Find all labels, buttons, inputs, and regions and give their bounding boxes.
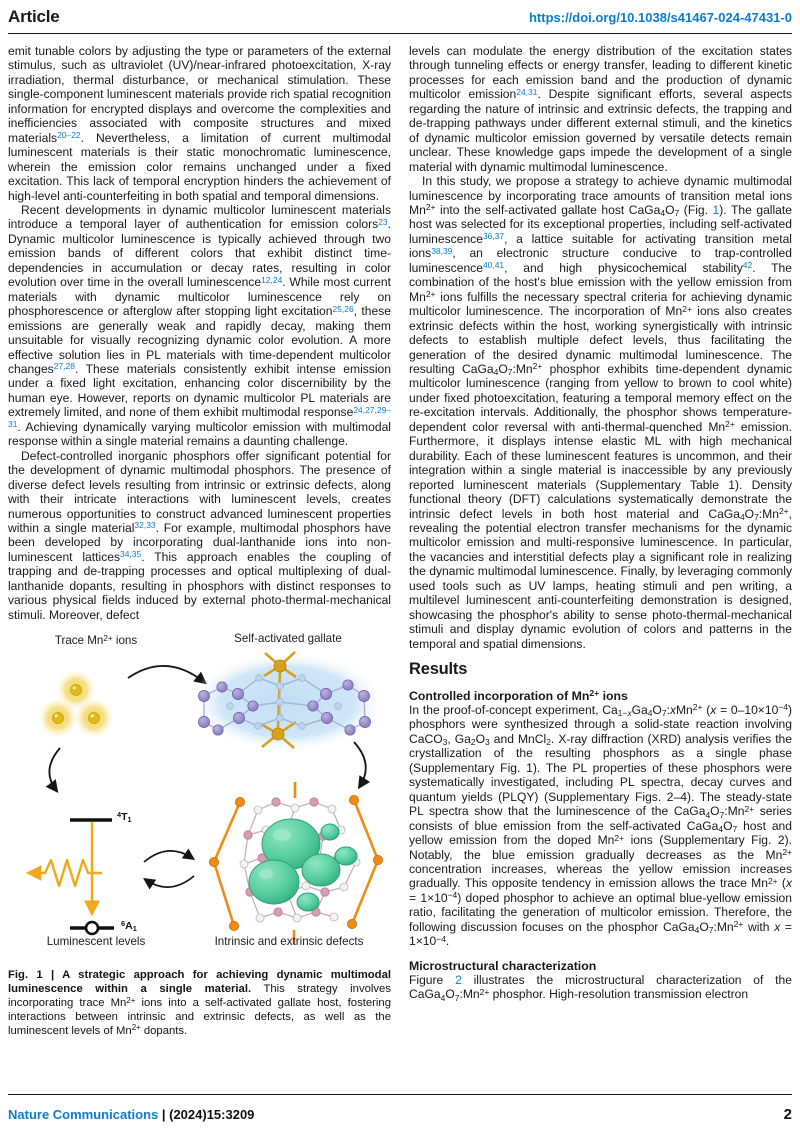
two-column-body: [8, 44, 792, 1039]
figure-label-gallate: Self-activated gallate: [234, 632, 342, 646]
figure-1-caption: Fig. 1 | A strategic approach for achieving dynamic multimodal luminescence within a single material. This strategy involves incorporating trace $Mn^{2+}$ ions into a self-activated gallate host, fostering interactions between intrinsic and extrinsic defects, as well as the luminescent levels of $Mn^{2+}$ dopants.: [8, 969, 391, 1037]
curved-arrow-down-left-icon: [49, 748, 60, 790]
figure-1-image: [8, 630, 391, 962]
self-activated-gallate-molecule: [191, 652, 385, 752]
defect-lattice-molecule: [209, 782, 382, 944]
page-number: 2: [783, 1106, 792, 1123]
figure-1: [8, 630, 391, 1039]
doi-link[interactable]: https://doi.org/10.1038/s41467-024-47431-0: [528, 10, 792, 25]
figure-label-defects: Intrinsic and extrinsic defects: [214, 935, 364, 949]
subheading-microstructural: Microstructural characterization: [409, 958, 597, 973]
citation-text: | (2024)15:3209: [161, 1107, 255, 1122]
journal-name: Nature Communications: [8, 1107, 159, 1122]
paragraph: In this study, we propose a strategy to achieve dynamic multimodal luminescence by incorporating trace amounts of transition metal ions $Mn^{2+}$ into the self-activated gallate host $CaGa_4O_7$ (Fig. 1). The gallate host was selected for its exceptional properties, including self-activated luminescence$^{36,37}$, a lattice suitable for activating transition metal ions$^{38,39}$, an electronic structure conducive to trap-controlled luminescence$^{40,41}$, and high physicochemical stability$^{42}$. The combination of the host's blue emission with the yellow emission from $Mn^{2+}$ ions fulfills the necessary spectral criteria for achieving dynamic multicolor luminescence. The incorporation of $Mn^{2+}$ ions also creates extrinsic defects within the host, working synergistically with intrinsic defects to establish multiple defect levels, thus facilitating the generation of the desired dynamic multimodal luminescence. The resulting $CaGa_4O_7:Mn^{2+}$ phosphor exhibits time-dependent dynamic multicolor luminescence (ranging from yellow to brown to cool white) under fixed photoexcitation, featuring a temporal memory effect on the re-excitation intervals. Additionally, the phosphor shows temperature-dependent color reversal with anti-thermal-quenched $Mn^{2+}$ emission. Furthermore, it displays intense elastic ML with high mechanical durability. Each of these luminescent features is uncommon, and their integration within a single material is inaccessible by any previously reported luminescent materials (Supplementary Table 1). Density functional theory (DFT) calculations systematically demonstrate the intrinsic defect levels in both host material and $CaGa_4O_7:Mn^{2+}$, revealing the potential electron transfer mechanisms for the dynamic multicolor emission and multi-responsive luminescence. In particular, the vacancies and interstitial defects play a significant role in realizing the dynamic multimodal luminescence. Finally, by leveraging commonly used tools such as UV lamps, heating stimuli and pen writing, a multilevel luminescent anti-counterfeiting demonstration is designed, showcasing the phosphor's ability to sense photo-thermal-mechanical stimuli and display dynamic evolution of colors and patterns in the temporal and spatial dimensions.: [409, 174, 792, 651]
figure-label-4t1: $^4T_1$: [117, 810, 132, 825]
page-header: [8, 7, 792, 27]
page-footer: [8, 1094, 792, 1123]
paragraph: Recent developments in dynamic multicolor luminescent materials introduce a temporal layer of authentication for emission colors$^{23}$. Dynamic multicolor luminescence is typically achieved through two emission bands of different colors that exhibit distinct time-dependencies in accumulation or decay rates, resulting in color evolution over time in the overall luminescence$^{12,24}$. While most current materials with dynamic multicolor luminescence rely on phosphorescence or afterglow after stopping light excitation$^{25,26}$, these emissions are generally weak and rapidly decay, making them unsuitable for visually recognizing dynamic color evolution. A more effective solution lies in PL materials with time-dependent multicolor changes$^{27,28}$. These materials consistently exhibit intense emission under a fixed light excitation, enhancing color discernibility by the human eye. However, reports on dynamic multicolor PL materials are extremely limited, and none of them exhibit multimodal response$^{24,27,29-31}$. Achieving dynamically varying multicolor emission with multimodal response within a single material remains a daunting challenge.: [8, 202, 391, 449]
header-divider: [8, 33, 792, 34]
figure-label-luminescent-levels: Luminescent levels: [46, 935, 146, 949]
article-type-label: Article: [8, 7, 60, 26]
paragraph: levels can modulate the energy distribution of the excitation states through tunneling effects or energy transfer, leading to different kinetic processes for each emission band and the production of dynamic multicolor emission$^{24,31}$. Despite significant efforts, several aspects regarding the nature of intrinsic and extrinsic defects, the trapping and de-trapping pathways under different external stimuli, and the kinetics of dynamic multicolor emission governed by versatile detects remain unclear. These knowledge gaps impede the development of a single material with dynamic multimodal luminescence.: [409, 44, 792, 174]
left-column: [8, 44, 391, 1039]
curved-arrow-down-right-icon: [354, 742, 366, 786]
paragraph: Figure 2 illustrates the microstructural characterization of the $CaGa_4O_7:Mn^{2+}$ phosphor. High-resolution transmission electron: [409, 972, 792, 1003]
subheading-controlled-incorporation: Controlled incorporation of $Mn^{2+}$ ions: [409, 688, 628, 704]
figure-label-6a1: $^6A_1$: [121, 919, 137, 934]
trace-mn-ions-cluster: [38, 670, 114, 738]
journal-citation: [8, 1107, 254, 1122]
energy-level-diagram: [32, 820, 114, 934]
figure-1-canvas: [8, 630, 391, 962]
paragraph: Defect-controlled inorganic phosphors offer significant potential for the development of dynamic multimodal phosphors. The presence of diverse defect levels resulting from intrinsic or extrinsic defects, along with their intricate interactions with luminescent levels, creates numerous opportunities to construct advanced luminescent properties within a single material$^{32,33}$. For example, multimodal phosphors have been developed by incorporating dual-lanthanide ions into non-luminescent lattices$^{34,35}$. This approach enables the coupling of trapping and de-trapping processes and optical multiplexing of dual-lanthanide dopants, resulting in phosphors with distinct responses to various physical fields induced by external photo-thermal-mechanical stimuli. Moreover, defect: [8, 448, 392, 622]
results-heading: Results: [409, 660, 468, 679]
curved-arrow-right-icon: [128, 666, 204, 682]
figure-label-trace-ions: Trace $Mn^{2+}$ ions: [54, 633, 138, 648]
paragraph: emit tunable colors by adjusting the type or parameters of the external stimulus, such as ultraviolet (UV)/near-infrared photoexcitation, X-ray irradiation, thermal disturbance, or mechanical stimulation. These single-component luminescent materials provide rich spatial recognition information for encrypted displays and overcome the complexities and inefficiencies associated with composite structures and mixed materials$^{20-22}$. Nevertheless, a limitation of current multimodal luminescent materials is their static monochromatic luminescence, wherein the emission color remains unchanged under a fixed excitation. This lack of temporal encryption hinders the achievement of high-level anti-counterfeiting in both spatial and temporal dimensions.: [8, 44, 391, 203]
right-column: [409, 44, 792, 1039]
paragraph: In the proof-of-concept experiment, $Ca_{1-x}Ga_4O_7:xMn^{2+}$ $(x = 0-10\times 10^{-4})$ phosphors were synthesized through a solid-state reaction involving CaCO$_3$, $Ga_2O_3$ and MnCl$_2$. X-ray diffraction (XRD) analysis verifies the crystallization of the resulting phosphors as a single phase (Supplementary Fig. 1). The PL properties of these phosphors were systematically investigated, including PL spectra, decay curves and quantum yields (PLQY) (Supplementary Figs. 2–4). The steady-state PL spectra show that the luminescence of the $CaGa_4O_7:Mn^{2+}$ series consists of blue emission from the self-activated $CaGa_4O_7$ host and yellow emission from the doped $Mn^{2+}$ ions (Supplementary Fig. 2). Notably, the blue emission gradually decreases as the $Mn^{2+}$ concentration increases, whereas the yellow emission increases gradually. This opposite tendency in emission allows the trace $Mn^{2+}$ $(x = 1\times 10^{-4})$ doped phosphor to achieve an optimal blue-yellow emission ratio, facilitating the generation of multicolor emission. Therefore, the following discussion focuses on the phosphor $CaGa_4O_7:Mn^{2+}$ with $x = 1\times 10^{-4}$.: [409, 702, 793, 949]
cycle-arrows-icon: [144, 851, 194, 887]
